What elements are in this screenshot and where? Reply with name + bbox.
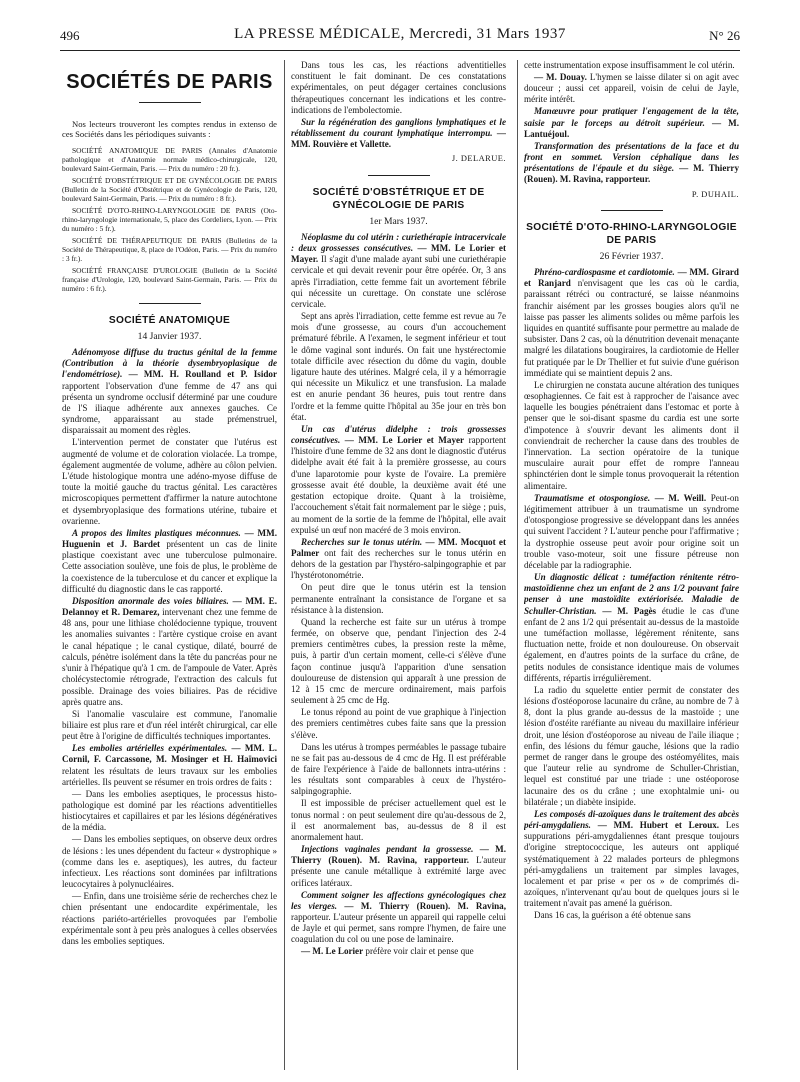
article-text: L'auteur présente une canule métallique à extrémité large avec orifices latéraux.: [291, 855, 506, 888]
society-item: SOCIÉTÉ ANATOMIQUE DE PARIS (Annales d'Anatomie pathologique et d'Anatomie normale médico-chirurgicale, 120, boulevard Saint-Germain, Paris. — Prix du numéro : 20 fr.).: [62, 145, 277, 173]
journal-header: [60, 26, 740, 43]
article-paragraph: On peut dire que le tonus utérin est la tension permanente entraînant la consistance de l'organe et sa résistance à la distension.: [291, 582, 506, 615]
society-list: [62, 146, 277, 293]
article: [291, 890, 506, 946]
article-authors: — M. Douay.: [534, 72, 587, 82]
article-paragraph: Le tonus répond au point de vue graphique à l'injection des premiers centimètres cubes faite sans que la pression s'élève.: [291, 707, 506, 740]
issue-date: Mercredi, 31 Mars 1937: [409, 26, 566, 42]
article-paragraph: Quand la recherche est faite sur un utérus à trompe fermée, on observe que, pendant l'injection des 2-4 premiers centimètres cubes, la pression reste la même, puis, à partir d'un certain moment, celle-ci s'élève d'une façon continue jusqu'à l'apparition d'une sensation douloureuse de distension qui apparaît à une pression de 12 à 15 cmc de mercure ordinairement, mais parfois seulement à 25 cmc de Hg.: [291, 616, 506, 706]
article-authors: — M. Thierry (Rouen). M. Ravina, rapporteur.: [291, 843, 506, 866]
article-paragraph: — Dans les embolies septiques, on observe deux ordres de lésions : les unes dépendent du facteur « dystrophique » (comme dans les e. aseptiques), les autres, du facteur infectieux. Les réactions sont dominées par infiltrations leucocytaires à polynucléaires.: [62, 834, 277, 890]
section-rule: [601, 210, 663, 211]
article: [524, 493, 739, 571]
article-title: Sur la régénération des ganglions lymphatiques et le rétablissement du courant lymphatique interrompu.: [291, 116, 506, 139]
article-paragraph: — Dans les embolies aseptiques, le processus histo-pathologique est dominé par les réactions adventitielles histiocytaires et capillaires et par les lésions dégénératives de la média.: [62, 788, 277, 833]
section-title: SOCIÉTÉ D'OBSTÉTRIQUE ET DE GYNÉCOLOGIE DE PARIS: [312, 186, 485, 211]
article-authors: — MM. E. Delannoy et R. Demarez,: [62, 595, 277, 618]
article: [62, 347, 277, 437]
title-rule: [139, 102, 201, 103]
article-paragraph: Dans 16 cas, la guérison a été obtenue sans: [534, 910, 691, 921]
article-paragraph: Dans tous les cas, les réactions adventitielles constituent le fait dominant. De ces constatations expérimentales, on peut dégager certaines conclusions thérapeutiques concernant les indications et les contre-indications de l'embolectomie.: [291, 60, 506, 115]
article-authors: — MM. L. Cornil, F. Carcassone, M. Mosinger et H. Haïmovici: [62, 743, 277, 765]
section-title: SOCIÉTÉ ANATOMIQUE: [108, 314, 231, 326]
article: [62, 528, 277, 595]
issue-number: N° 26: [709, 28, 740, 43]
article-text: Peut-on légitimement attribuer à un traumatisme un syndrome d'otospongiose progressive se développant dans les années qui suivent l'accident ? L'auteur penche pour l'affirmative ; la dystrophie osseuse peut avoir pour origine soit un trouble vaso-moteur, soit une fissure pétreuse non décelable par la radiographie.: [524, 492, 739, 570]
article: [524, 267, 739, 379]
article: [62, 743, 277, 788]
article: [291, 117, 506, 151]
article-authors: — M. Le Lorier: [301, 946, 364, 957]
article-paragraph: Si l'anomalie vasculaire est commune, l'anomalie biliaire est plus rare et d'un réel intérêt chirurgical, car elle peut être à l'origine de difficultés techniques importantes.: [62, 708, 277, 742]
article-paragraph: Sept ans après l'irradiation, cette femme est revue au 7e mois d'une grossesse, au cours d'un accouchement prématuré fébrile. A l'examen, le segment inférieur et tout le dôme vaginal sont indurés. On fait une hystérectomie totale difficile avec résection du dôme du vagin, double ligature haute des utérines. Malgré cela, il y a hémorragie qui nécessite un Mikulicz et une transfusion. La malade est en anurie pendant 36 heures, puis tout rentre dans l'ordre et la femme quitte l'hôpital au 35e jour en très bon état.: [291, 311, 506, 422]
article: [524, 141, 739, 186]
article-title: Les embolies artérielles expérimentales.: [72, 743, 228, 754]
article-text: ont fait des recherches sur le tonus utérin en dehors de la gestation par l'hystéro-salpingographie et par l'hystérotonométrie.: [291, 547, 506, 581]
article-title: Néoplasme du col utérin : curiethérapie intracervicale : deux grossesses consécutives.: [291, 231, 506, 254]
article-paragraph: [524, 72, 739, 106]
article: [524, 809, 739, 910]
article-title: Traumatisme et otospongiose.: [534, 492, 651, 503]
article-title: Comment soigner les affections gynécologiques chez les vierges.: [291, 889, 506, 911]
signature: P. DUHAIL.: [691, 189, 739, 199]
society-item: SOCIÉTÉ FRANÇAISE D'UROLOGIE (Bulletin de la Société française d'Urologie, 120, boulevard Saint-Germain, Paris. — Prix du numéro : 6 fr.).: [62, 265, 277, 293]
article-authors: — M. Weill.: [654, 492, 707, 503]
article-text: Les suppurations péri-amygdaliennes étant presque toujours d'origine streptococcique, les auteurs ont appliqué systématiquement à 22 malades porteurs de phlegmons péri-amygdaliens un traitement par simples lavages, localement et par prise « per os » de comprimés di-azoïques, n'intervenant qu'au bout de quelques jours si le traitement n'avait pas amené la guérison.: [524, 819, 739, 909]
journal-name: LA PRESSE MÉDICALE,: [234, 26, 405, 42]
society-item: SOCIÉTÉ D'OBSTÉTRIQUE ET DE GYNÉCOLOGIE DE PARIS (Bulletin de la Société d'Obstétrique et de Gynécologie de Paris, 120, boulevard Saint-Germain, Paris. — Prix du numéro : 8 fr.).: [62, 175, 277, 203]
article-authors: — MM. Girard et Ranjard: [524, 267, 739, 289]
article-title: Transformation des présentations de la face et du front en sommet. Version céphalique dans les présentations de l'épaule et du siège.: [524, 140, 739, 174]
section-date: 14 Janvier 1937.: [137, 330, 202, 342]
article: [291, 537, 506, 582]
page-header: [60, 26, 740, 48]
article-paragraph: [291, 946, 506, 957]
section-title: SOCIÉTÉ D'OTO-RHINO-LARYNGOLOGIE DE PARIS: [526, 221, 737, 246]
article-text: présentent un cas de linite plastique coexistant avec une tuberculose pulmonaire. Cette association soulève, une fois de plus, le problème de la coexistence de la tuberculose et du cancer et explique la difficulté du diagnostic dans le cas rapporté.: [62, 539, 277, 594]
article: [524, 106, 739, 140]
column-divider: [284, 60, 285, 1070]
main-title: SOCIÉTÉS DE PARIS: [66, 71, 273, 93]
article-text: rapportent l'histoire d'une femme de 32 ans dont le diagnostic d'utérus didelphe avait été fait à la première grossesse, au cours d'une laparotomie pour kyste de l'ovaire. La première grossesse avait été double, la deuxième avait été une gestation ectopique droite. Quant à la troisième, l'accouchement s'était fait normalement par le siège ; puis, au moment de la sortie de la femme de l'hôpital, elle avait expulsé un œuf non macéré de 3 mois environ.: [291, 435, 506, 535]
section-date: 26 Février 1937.: [599, 250, 664, 262]
article-authors: — M. Lantuéjoul.: [524, 117, 739, 139]
header-rule: [60, 50, 740, 51]
article-title: Phréno-cardiospasme et cardiotomie.: [534, 267, 675, 278]
article-title: Un diagnostic délicat : tuméfaction rénitente rétro-mastoïdienne chez un enfant de 2 ans 1/2 pouvant faire penser à une mastoïdite extériorisée. Maladie de Schuller-Christian.: [524, 571, 739, 616]
article-paragraph: Le chirurgien ne constata aucune altération des tuniques œsophagiennes. Ce fait est à rapprocher de l'aisance avec laquelle les bougies pénétraient dans l'estomac et porte à penser que le soi-disant spasme du cardia est une sorte d'impotence à s'ouvrir devant les aliments dont il conviendrait de rechercher la cause dans des troubles de l'innervation. La section opératoire de la tunique musculaire aurait pour effet de rompre l'anneau sphinctérien dont le simple tonus provoquerait la rétention alimentaire.: [524, 379, 739, 491]
article-authors: — MM. Mocquot et Palmer: [291, 536, 506, 558]
article-title: Disposition anormale des voies biliaires.: [72, 595, 229, 606]
article-authors: — MM. Hubert et Leroux.: [597, 819, 720, 830]
article-authors: — M. Pagès: [602, 605, 657, 616]
article-title: Adénomyose diffuse du tractus génital de la femme (Contribution à la théorie dysembryoplasique de l'endométriose).: [62, 347, 277, 380]
article-paragraph: — Enfin, dans une troisième série de recherches chez le chien présentant une endocardite expérimentale, les réactions pariéto-artérielles provoquées par l'embolie expérimentale sont à peu près analogues à celles observées dans les embolies septiques.: [62, 891, 277, 946]
section-date: 1er Mars 1937.: [369, 215, 428, 227]
article: [291, 232, 506, 310]
intro-text: Nos lecteurs trouveront les comptes rendus in extenso de ces Sociétés dans les périodiques suivants :: [62, 119, 277, 140]
article-text: rapportent l'observation d'une femme de 47 ans qui présenta un syndrome occlusif déterminé par une coudure de l'S iliaque adhérente aux annexes gauches. Ce syndrome, apparaissant au stade prémenstruel, disparaissait au moment des règles.: [62, 380, 277, 436]
article: [291, 844, 506, 889]
society-item: SOCIÉTÉ DE THÉRAPEUTIQUE DE PARIS (Bulletins de la Société de Thérapeutique, 8, place de l'Odéon, Paris. — Prix du numéro : 3 fr.).: [62, 235, 277, 263]
article-text: étudie le cas d'une enfant de 2 ans 1/2 qui présentait au-dessus de la mastoïde une tuméfaction mollasse, légèrement rénitente, sans fluctuation nette, froide et non douloureuse. On observait également, en d'autres points de la surface du crâne, de petits nodules de consistance identique mais de volumes différents, répartis irrégulièrement.: [524, 605, 739, 683]
article-title: A propos des limites plastiques méconnues.: [72, 527, 241, 538]
article-text: rapporteur. L'auteur présente un appareil qui rappelle celui de Jayle et qui permet, sans rompre l'hymen, de faire une coagulation du col ou une pose de laminaire.: [291, 911, 506, 945]
article-title: Recherches sur le tonus utérin.: [301, 536, 423, 547]
column-2: [291, 60, 506, 1075]
article-title: Les composés di-azoïques dans le traitement des abcès péri-amygdaliens.: [524, 808, 739, 830]
article-title: Un cas d'utérus didelphe : trois grossesses consécutives.: [291, 423, 506, 446]
article-title: Injections vaginales pendant la grossesse.: [301, 843, 474, 854]
article-text: Il s'agit d'une malade ayant subi une curiethérapie cervicale et qui devait revenir pour être opérée. Or, 3 ans après l'irradiation, cette femme fait un avortement fébrile qui nécessite un curettage. On constate une sclérose cervicale.: [291, 254, 506, 310]
column-3: [524, 60, 739, 1075]
column-1: [62, 60, 277, 1075]
article-authors: — MM. Rouvière et Vallette.: [291, 128, 506, 150]
article-text: intervenant chez une femme de 48 ans, pour une lithiase cholédocienne typique, trouvent les anomalies suivantes : l'artère cystique croise en avant le canal hépatique ; le canal cystique, dilaté, bourré de calculs, pénètre isolément dans la tête du pancréas pour ne s'unir à l'hépatique qu'à 1 cm. de l'ampoule de Vater. Après cholécystectomie rétrograde, l'extraction des calculs fut possible. Drainage des voies biliaires. Pas de récidive après quatre ans.: [62, 607, 277, 707]
article-paragraph: La radio du squelette entier permit de constater des lésions d'ostéoporose lacunaire du crâne, au nombre de 7 à 8, dont la plus grande au-dessus de la mastoïde ; une lésion d'ostéite raréfiante au niveau du maxillaire inférieur droit, une lésion d'ostéoporose au niveau de l'aile iliaque ; enfin, des lésions du fémur gauche, lésions que la radio permet de ranger dans le groupe des ostéomyélites, mais que l'auteur relie au syndrome de Schuller-Christian, lequel est constitué par une triade : une ostéoporose lacunaire des os du crâne ; une exophtalmie uni- ou bilatérale ; un diabète insipide.: [524, 684, 739, 807]
article-authors: — MM. Huguenin et J. Bardet: [62, 527, 277, 550]
page-number: 496: [60, 28, 80, 43]
society-item: SOCIÉTÉ D'OTO-RHINO-LARYNGOLOGIE DE PARIS (Oto-rhino-laryngologie internationale, 5, place des Cordeliers, Lyon. — Prix du numéro : 5 fr.).: [62, 205, 277, 233]
article: [291, 424, 506, 536]
article-authors: — M. Thierry (Rouen). M. Ravina,: [344, 900, 506, 911]
article: [524, 572, 739, 684]
article-paragraph: Dans les utérus à trompes perméables le passage tubaire ne se fait pas au-dessous de 4 cmc de Hg. Il est préférable de faire l'expérience à l'aide de ballonnets intra-utérins : les résultats sont comparables à ceux de l'hystéro-salpingographie.: [291, 741, 506, 797]
article-text: préfère voir clair et pense que: [365, 946, 474, 957]
article-text: L'hymen se laisse dilater si on agit avec douceur ; aussi cet appareil, voisin de celui de Jayle, mérite intérêt.: [524, 72, 739, 105]
article: [62, 596, 277, 708]
signature: J. DELARUE.: [451, 154, 506, 164]
section-rule: [139, 303, 201, 304]
column-divider: [517, 60, 518, 1070]
article-text: relatent les résultats de leurs travaux sur les embolies artérielles. Ils peuvent se résumer en trois ordres de faits :: [62, 765, 277, 787]
article-authors: — MM. H. Roulland et P. Isidor: [128, 369, 277, 380]
article-paragraph: Il est impossible de préciser actuellement quel est le tonus normal : on peut seulement dire qu'au-dessous de 2, il est anormalement bas, au-dessus de 8 il est anormalement haut.: [291, 798, 506, 842]
article-title: Manœuvre pour pratiquer l'engagement de la tête, saisie par le forceps au détroit supérieur.: [524, 106, 739, 128]
article-authors: — MM. Le Lorier et Mayer.: [291, 243, 506, 265]
article-paragraph: cette instrumentation expose insuffisamment le col utérin.: [524, 60, 735, 70]
article-paragraph: L'intervention permet de constater que l'utérus est augmenté de volume et de coloration violacée. La trompe, également augmentée de volume, adhère au côlon pelvien. L'étude histologique montra une adéno-myose diffuse de toute la moitié gauche du tractus génital. Les caractères microscopiques permettent d'affirmer la nature autochtone et dysembryoplasique des formations utérine, tubaire et ovarienne.: [62, 437, 277, 526]
section-rule: [368, 175, 430, 176]
article-text: n'envisagent que les cas où le cardia, paraissant rétréci ou contracturé, se laisse néanmoins franchir aisément par les grosses bougies alors qu'il ne laisse pas passer les aliments solides ou même parfois les liquides en quantité suffisante pour permettre au malade de subsister. Dans 2 cas, où la dénutrition devenait menaçante malgré les dilatations bougiraires, la cardiotomie de Heller fut pratiquée par le Dr Thellier et fut suivie d'une guérison immédiate qui se maintient depuis 2 ans.: [524, 278, 739, 378]
article-authors: — MM. Le Lorier et Mayer: [344, 435, 465, 446]
article-authors: — M. Thierry (Rouen). M. Ravina, rapporteur.: [524, 163, 739, 185]
